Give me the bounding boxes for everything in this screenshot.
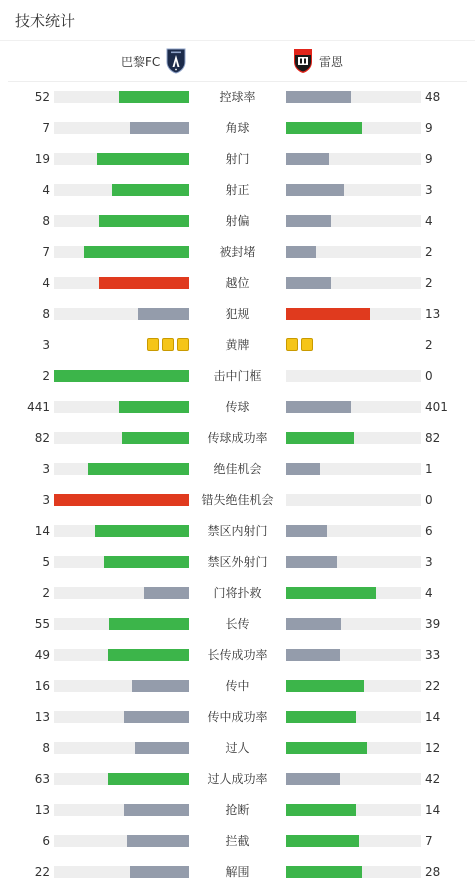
title-divider <box>0 40 475 41</box>
stat-row <box>0 546 475 577</box>
stat-label: 控球率 <box>219 90 256 104</box>
home-stat-bar <box>54 680 189 692</box>
home-stat-bar-fill <box>109 618 189 630</box>
stat-row <box>0 174 475 205</box>
stat-row <box>0 267 475 298</box>
away-stat-bar <box>286 122 421 134</box>
stat-label: 射门 <box>225 152 250 166</box>
home-stat-bar-fill <box>130 122 189 134</box>
away-stat-bar-fill <box>286 680 364 692</box>
home-stat-value: 63 <box>34 772 50 786</box>
away-stat-bar-fill <box>286 804 356 816</box>
away-stat-value: 6 <box>425 524 433 538</box>
stat-row <box>0 732 475 763</box>
away-stat-bar <box>286 401 421 413</box>
home-stat-bar <box>54 494 189 506</box>
stat-label: 绝佳机会 <box>213 462 262 476</box>
away-stat-bar <box>286 773 421 785</box>
home-stat-bar-fill <box>138 308 189 320</box>
away-stat-bar <box>286 525 421 537</box>
home-stat-bar-fill <box>124 804 189 816</box>
home-stat-bar <box>54 308 189 320</box>
home-stat-bar <box>54 525 189 537</box>
away-stat-value: 4 <box>425 214 433 228</box>
stat-row <box>0 484 475 515</box>
home-stat-value: 4 <box>42 276 50 290</box>
stat-label: 角球 <box>225 121 250 135</box>
stat-label: 越位 <box>225 276 250 290</box>
away-stat-bar <box>286 246 421 258</box>
home-stat-bar-fill <box>119 91 189 103</box>
home-stat-value: 55 <box>34 617 50 631</box>
away-stat-bar-fill <box>286 215 331 227</box>
away-stat-bar-fill <box>286 835 359 847</box>
stat-row <box>0 856 475 887</box>
home-stat-bar <box>54 773 189 785</box>
stat-row <box>0 236 475 267</box>
home-stat-bar <box>54 618 189 630</box>
away-stat-bar-fill <box>286 525 327 537</box>
home-stat-value: 3 <box>42 338 50 352</box>
home-stat-bar-fill <box>135 742 189 754</box>
home-stat-value: 7 <box>42 121 50 135</box>
home-stat-value: 441 <box>27 400 50 414</box>
home-stat-value: 2 <box>42 586 50 600</box>
stat-label: 传中成功率 <box>207 710 268 724</box>
away-stat-value: 12 <box>425 741 441 755</box>
away-stat-bar <box>286 835 421 847</box>
home-yellow-cards <box>147 338 189 351</box>
away-stat-bar <box>286 308 421 320</box>
away-stat-value: 0 <box>425 493 433 507</box>
away-stat-bar <box>286 215 421 227</box>
stat-row <box>0 515 475 546</box>
home-stat-value: 22 <box>34 865 50 879</box>
away-stat-bar-fill <box>286 308 370 320</box>
home-stat-bar-fill <box>97 153 189 165</box>
home-stat-bar <box>54 866 189 878</box>
stat-row <box>0 298 475 329</box>
away-stat-bar-fill <box>286 587 376 599</box>
stat-row <box>0 422 475 453</box>
home-stat-bar <box>54 835 189 847</box>
stat-label: 抢断 <box>225 803 250 817</box>
away-team-name: 雷恩 <box>319 54 344 69</box>
away-stat-value: 42 <box>425 772 441 786</box>
away-stat-value: 2 <box>425 338 433 352</box>
away-stat-value: 14 <box>425 803 441 817</box>
home-stat-bar-fill <box>99 277 189 289</box>
home-stat-bar <box>54 463 189 475</box>
stat-label: 传中 <box>225 679 250 693</box>
away-stat-bar-fill <box>286 153 329 165</box>
home-stat-bar-fill <box>54 370 189 382</box>
home-stat-value: 49 <box>34 648 50 662</box>
home-stat-bar-fill <box>95 525 190 537</box>
stat-row <box>0 577 475 608</box>
away-stat-value: 48 <box>425 90 441 104</box>
stat-label: 击中门框 <box>213 369 262 383</box>
away-stat-bar-fill <box>286 463 320 475</box>
home-stat-bar-fill <box>119 401 189 413</box>
home-stat-value: 52 <box>34 90 50 104</box>
stat-label: 射偏 <box>225 214 250 228</box>
home-stat-value: 5 <box>42 555 50 569</box>
home-stat-bar-fill <box>84 246 189 258</box>
stat-label: 错失绝佳机会 <box>201 493 274 507</box>
stat-row <box>0 143 475 174</box>
home-stat-bar <box>54 742 189 754</box>
home-stat-bar <box>54 556 189 568</box>
yellow-card-icon <box>162 338 174 351</box>
away-stat-bar-fill <box>286 773 340 785</box>
away-stat-bar-fill <box>286 618 341 630</box>
away-yellow-cards <box>286 338 313 351</box>
away-stat-bar <box>286 494 421 506</box>
home-team[interactable] <box>121 48 187 74</box>
stat-label: 犯规 <box>225 307 250 321</box>
away-stat-bar <box>286 649 421 661</box>
away-stat-value: 3 <box>425 555 433 569</box>
home-stat-bar <box>54 432 189 444</box>
home-stat-bar-fill <box>127 835 189 847</box>
stat-label: 解围 <box>225 865 250 879</box>
home-stat-bar <box>54 246 189 258</box>
stat-row <box>0 763 475 794</box>
home-stat-bar-fill <box>112 184 189 196</box>
away-stat-bar <box>286 277 421 289</box>
stat-label: 禁区外射门 <box>207 555 268 569</box>
stat-row <box>0 608 475 639</box>
home-stat-bar-fill <box>132 680 189 692</box>
stat-row <box>0 329 475 360</box>
away-stat-bar-fill <box>286 649 340 661</box>
away-stat-bar <box>286 91 421 103</box>
home-stat-value: 14 <box>34 524 50 538</box>
home-stat-bar <box>54 122 189 134</box>
yellow-card-icon <box>177 338 189 351</box>
away-stat-value: 22 <box>425 679 441 693</box>
home-stat-bar-fill <box>108 773 189 785</box>
away-stat-value: 0 <box>425 369 433 383</box>
away-stat-bar <box>286 370 421 382</box>
away-stat-bar-fill <box>286 401 351 413</box>
stat-label: 禁区内射门 <box>207 524 268 538</box>
stat-row <box>0 794 475 825</box>
stat-label: 被封堵 <box>219 245 256 259</box>
home-stat-value: 13 <box>34 803 50 817</box>
stat-label: 传球 <box>225 400 250 414</box>
home-stat-value: 2 <box>42 369 50 383</box>
home-stat-bar <box>54 804 189 816</box>
home-stat-value: 8 <box>42 214 50 228</box>
home-stat-bar-fill <box>104 556 189 568</box>
home-stat-value: 13 <box>34 710 50 724</box>
home-stat-bar-fill <box>124 711 189 723</box>
home-stat-value: 6 <box>42 834 50 848</box>
away-stat-value: 1 <box>425 462 433 476</box>
home-stat-value: 7 <box>42 245 50 259</box>
home-stat-bar-fill <box>54 494 189 506</box>
away-stat-bar <box>286 153 421 165</box>
stat-label: 长传 <box>225 617 250 631</box>
home-stat-bar <box>54 649 189 661</box>
away-stat-bar-fill <box>286 122 362 134</box>
home-stat-bar-fill <box>144 587 189 599</box>
away-stat-bar <box>286 680 421 692</box>
home-stat-value: 3 <box>42 493 50 507</box>
home-stat-value: 4 <box>42 183 50 197</box>
away-stat-value: 28 <box>425 865 441 879</box>
away-stat-bar-fill <box>286 246 316 258</box>
home-stat-value: 3 <box>42 462 50 476</box>
yellow-card-icon <box>301 338 313 351</box>
away-stat-value: 9 <box>425 152 433 166</box>
stat-label: 黄牌 <box>225 338 250 352</box>
rennes-crest-icon <box>292 48 314 74</box>
stat-row <box>0 701 475 732</box>
away-stat-value: 2 <box>425 276 433 290</box>
away-stat-bar <box>286 804 421 816</box>
away-stat-value: 7 <box>425 834 433 848</box>
away-stat-value: 4 <box>425 586 433 600</box>
paris-fc-crest-icon <box>165 48 187 74</box>
home-stat-bar-fill <box>130 866 189 878</box>
page-title: 技术统计 <box>15 12 76 30</box>
home-stat-bar <box>54 215 189 227</box>
away-stat-bar <box>286 711 421 723</box>
home-stat-value: 19 <box>34 152 50 166</box>
away-stat-bar-fill <box>286 184 344 196</box>
stat-row <box>0 81 475 112</box>
home-stat-bar <box>54 184 189 196</box>
away-stat-value: 13 <box>425 307 441 321</box>
home-stat-bar-fill <box>108 649 189 661</box>
home-stat-bar <box>54 401 189 413</box>
away-stat-value: 401 <box>425 400 448 414</box>
away-stat-value: 3 <box>425 183 433 197</box>
away-stat-bar-fill <box>286 432 354 444</box>
stat-label: 长传成功率 <box>207 648 268 662</box>
stat-label: 过人成功率 <box>207 772 268 786</box>
stat-label: 过人 <box>225 741 250 755</box>
away-stat-value: 39 <box>425 617 441 631</box>
stat-row <box>0 825 475 856</box>
stat-row <box>0 453 475 484</box>
away-stat-bar <box>286 556 421 568</box>
stats-table <box>0 81 475 887</box>
yellow-card-icon <box>147 338 159 351</box>
away-stat-bar-fill <box>286 866 362 878</box>
away-stat-bar-fill <box>286 277 331 289</box>
away-stat-value: 14 <box>425 710 441 724</box>
away-stat-value: 9 <box>425 121 433 135</box>
away-stat-value: 2 <box>425 245 433 259</box>
home-stat-bar-fill <box>88 463 189 475</box>
home-stat-bar <box>54 153 189 165</box>
home-stat-bar <box>54 91 189 103</box>
stat-label: 传球成功率 <box>207 431 268 445</box>
home-stat-value: 8 <box>42 741 50 755</box>
home-stat-bar <box>54 277 189 289</box>
stat-label: 拦截 <box>225 834 250 848</box>
away-team[interactable] <box>292 48 343 74</box>
stat-row <box>0 670 475 701</box>
home-stat-value: 82 <box>34 431 50 445</box>
away-stat-bar <box>286 742 421 754</box>
home-stat-bar-fill <box>122 432 190 444</box>
home-team-name: 巴黎FC <box>121 54 161 69</box>
away-stat-bar-fill <box>286 711 356 723</box>
home-stat-value: 8 <box>42 307 50 321</box>
away-stat-value: 82 <box>425 431 441 445</box>
away-stat-bar <box>286 463 421 475</box>
home-stat-value: 16 <box>34 679 50 693</box>
away-stat-value: 33 <box>425 648 441 662</box>
away-stat-bar <box>286 866 421 878</box>
away-stat-bar <box>286 618 421 630</box>
home-stat-bar <box>54 711 189 723</box>
home-stat-bar <box>54 370 189 382</box>
yellow-card-icon <box>286 338 298 351</box>
stat-row <box>0 112 475 143</box>
stat-label: 射正 <box>225 183 250 197</box>
home-stat-bar-fill <box>99 215 189 227</box>
away-stat-bar <box>286 587 421 599</box>
stat-row <box>0 639 475 670</box>
away-stat-bar-fill <box>286 91 351 103</box>
away-stat-bar <box>286 184 421 196</box>
stat-row <box>0 391 475 422</box>
stat-row <box>0 360 475 391</box>
away-stat-bar-fill <box>286 742 367 754</box>
away-stat-bar-fill <box>286 556 337 568</box>
stat-label: 门将扑救 <box>213 586 262 600</box>
home-stat-bar <box>54 587 189 599</box>
away-stat-bar <box>286 432 421 444</box>
stat-row <box>0 205 475 236</box>
